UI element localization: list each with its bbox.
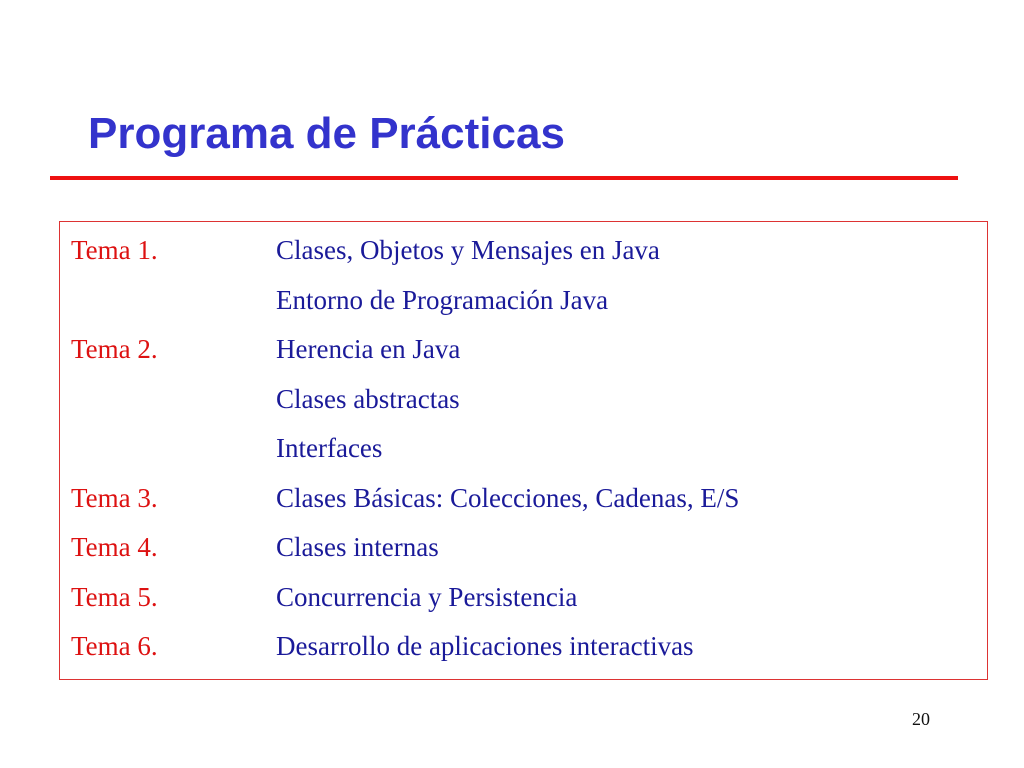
topic-text: Entorno de Programación Java bbox=[276, 284, 609, 315]
topic-tema-label: Tema 2. bbox=[71, 334, 158, 364]
topic-tema-label: Tema 4. bbox=[71, 532, 158, 562]
topic-text: Interfaces bbox=[276, 433, 383, 463]
topic-tema-label: Tema 3. bbox=[71, 482, 158, 513]
topic-tema-label: Tema 6. bbox=[71, 631, 158, 661]
topic-text: Clases internas bbox=[276, 532, 439, 562]
topic-tema-label: Tema 1. bbox=[71, 235, 158, 265]
topics-box bbox=[59, 221, 988, 680]
slide-title: Programa de Prácticas bbox=[88, 109, 565, 158]
topic-text: Clases, Objetos y Mensajes en Java bbox=[276, 235, 660, 265]
topic-text: Desarrollo de aplicaciones interactivas bbox=[276, 631, 694, 661]
topic-text: Clases abstractas bbox=[276, 383, 460, 414]
topic-tema-label: Tema 5. bbox=[71, 581, 158, 612]
topic-text: Herencia en Java bbox=[276, 334, 461, 364]
topic-text: Concurrencia y Persistencia bbox=[276, 581, 578, 612]
title-divider bbox=[50, 176, 958, 180]
page-number: 20 bbox=[912, 709, 930, 729]
topic-text: Clases Básicas: Colecciones, Cadenas, E/S bbox=[276, 482, 740, 513]
